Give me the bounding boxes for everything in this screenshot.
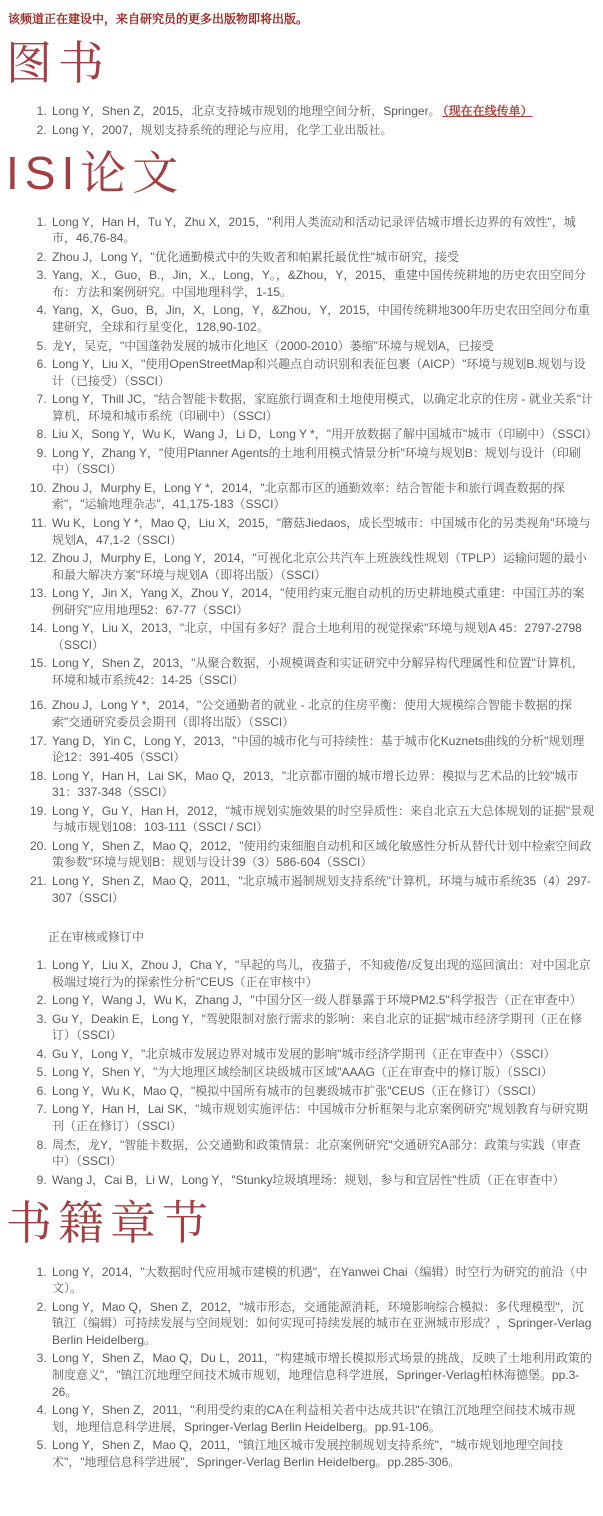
books-section (8, 38, 595, 139)
publication-item: 2. Zhou J，Long Y，"优化通勤模式中的失败者和帕累托最优性"城市研究，接受 (50, 249, 595, 266)
book-chapters-heading: 书籍章节 (6, 1197, 214, 1250)
publication-text: Long Y，Shen Z，2015，北京支持城市规划的地理空间分析，Springer。 (52, 104, 441, 119)
publication-item (50, 122, 595, 139)
isi-papers-heading: ISI论文 (6, 147, 185, 200)
isi-papers-list (8, 214, 598, 906)
publication-item: 3. Long Y，Shen Z，Mao Q，Du L，2011，"构建城市增长模拟形式场景的挑战，反映了土地利用政策的制度意义"，"镇江沉地理空间技术城市规划，地理信息科学进展，Springer-Verlag柏林海德堡。pp.3-26。 (50, 1350, 595, 1400)
publication-item: 17. Yang D，Yin C，Long Y，2013，"中国的城市化与可持续性：基于城市化Kuznets曲线的分析"规划理论12：391-405（SSCI） (50, 733, 595, 766)
publication-item: 11. Wu K，Long Y *，Mao Q，Liu X，2015，"蘑菇Jiedaos，成长型城市：中国城市化的另类视角"环境与规划A，47,1-2（SSCI） (50, 515, 595, 548)
publication-item: 15. Long Y，Shen Z，2013，"从聚合数据，小规模调查和实证研究中分解异构代理属性和位置"计算机，环境和城市系统42：14-25（SSCI） (50, 655, 595, 688)
construction-notice: 该频道正在建设中，来自研究员的更多出版物即将出版。 (8, 12, 309, 26)
publication-item: 5. Long Y，Shen Z，Mao Q，2011，"镇江地区城市发展控制规划支持系统"，"城市规划地理空间技术"，"地理信息科学进展"，Springer-Verlag Berlin Heidelberg。pp.285-306。 (50, 1437, 595, 1470)
under-review-list (8, 957, 595, 1188)
publication-item: 1. Long Y，Liu X，Zhou J，Cha Y，"早起的鸟儿，夜猫子，不知疲倦/反复出现的巡回演出：对中国北京极端过境行为的探索性分析"CEUS（正在审核中） (50, 957, 595, 990)
publication-item: 8. Liu X，Song Y，Wu K，Wang J，Li D，Long Y *，"用开放数据了解中国城市"城市（印刷中）（SSCI） (50, 426, 595, 443)
publication-text: Long Y，2007，规划支持系统的理论与应用，化学工业出版社。 (52, 122, 393, 137)
publication-item: 20. Long Y，Shen Z，Mao Q，2012，"使用约束细胞自动机和区域化敏感性分析从替代计划中检索空间政策参数"环境与规划B：规划与设计39（3）586-604（SSCI） (50, 838, 595, 871)
publication-item: 4. Gu Y，Long Y，"北京城市发展边界对城市发展的影响"城市经济学期刊（正在审查中）（SSCI） (50, 1046, 595, 1063)
under-review-label: 正在审核或修订中 (48, 930, 145, 945)
isi-papers-section (6, 147, 598, 1188)
publication-item: 7. Long Y，Thill JC，"结合智能卡数据，家庭旅行调查和土地使用模式，以确定北京的住房 - 就业关系"计算机，环境和城市系统（印刷中）（SSCI） (50, 391, 595, 424)
publication-item: 7. Long Y，Han H，Lai SK，"城市规划实施评估：中国城市分析框架与北京案例研究"规划教育与研究期刊（正在修订）（SSCI） (50, 1101, 595, 1134)
publication-item: 6. Long Y，Liu X，"使用OpenStreetMap和兴趣点自动识别和表征包裹（AICP）"环境与规划B.规划与设计（已接受）（SSCI） (50, 356, 595, 389)
publication-item: 5. 龙Y，吴克，"中国蓬勃发展的城市化地区（2000-2010）萎缩"环境与规划A，已接受 (50, 338, 595, 355)
publication-item: 19. Long Y，Gu Y，Han H，2012，"城市规划实施效果的时空异质性：来自北京五大总体规划的证据"景观与城市规划108：103-111（SSCI / SCI） (50, 803, 595, 836)
publication-item: 9. Long Y，Zhang Y，"使用Planner Agents的土地利用模式情景分析"环境与规划B：规划与设计（印刷中）（SSCI） (50, 445, 595, 478)
books-list (8, 103, 595, 138)
publication-item: 16. Zhou J，Long Y *，2014，"公交通勤者的就业 - 北京的住房平衡：使用大规模综合智能卡数据的探索"交通研究委员会期刊（即将出版）（SSCI） (50, 697, 595, 730)
publication-item: 14. Long Y，Liu X，2013，"北京，中国有多好？混合土地利用的视觉探索"环境与规划A 45：2797-2798（SSCI） (50, 620, 595, 653)
publication-item: 3. Yang，X.，Guo，B.，Jin，X.，Long，Y。，&Zhou，Y，2015，重建中国传统耕地的历史农田空间分布：方法和案例研究。中国地理科学，1-15。 (50, 267, 595, 300)
publication-item: 5. Long Y，Shen Y，"为大地理区域绘制区块级城市区域"AAAG（正在审查中的修订版）（SSCI） (50, 1064, 595, 1081)
publication-item: 13. Long Y，Jin X，Yang X，Zhou Y，2014，"使用约束元胞自动机的历史耕地模式重建：中国江苏的案例研究"应用地理52：67-77（SSCI） (50, 585, 595, 618)
publication-item: 1. Long Y，Han H，Tu Y，Zhu X，2015，"利用人类流动和活动记录评估城市增长边界的有效性"，城市，46,76-84。 (50, 214, 595, 247)
publication-item: 1. Long Y，2014，"大数据时代应用城市建模的机遇"，在Yanwei Chai（编辑）时空行为研究的前沿（中文）。 (50, 1264, 595, 1297)
publication-item: 2. Long Y，Mao Q，Shen Z，2012，"城市形态，交通能源消耗，环境影响综合模拟：多代理模型"，沉镇江（编辑）可持续发展与空间规划：如何实现可持续发展的城市在亚洲城市形成？，Springer-Verlag Berlin Heidelberg。 (50, 1299, 595, 1349)
publication-item: 2. Long Y，Wang J，Wu K，Zhang J，"中国分区一级人群暴露于环境PM2.5"科学报告（正在审查中） (50, 992, 595, 1009)
book-chapters-list (8, 1264, 595, 1471)
publication-item: 4. Long Y，Shen Z，2011，"利用受约束的CA在利益相关者中达成共识"在镇江沉地理空间技术城市规划，地理信息科学进展，Springer-Verlag Berlin Heidelberg。pp.91-106。 (50, 1402, 595, 1435)
publication-item: 9. Wang J，Cai B，Li W，Long Y，"Stunky垃圾填埋场：规划，参与和宜居性"性质（正在审查中） (50, 1172, 595, 1189)
publication-item: 6. Long Y，Wu K，Mao Q，"模拟中国所有城市的包裹级城市扩张"CEUS（正在修订）（SSCI） (50, 1083, 595, 1100)
publication-item: 8. 周杰，龙Y，"智能卡数据，公交通勤和政策情景：北京案例研究"交通研究A部分：政策与实践（审查中）（SSCI） (50, 1137, 595, 1170)
publication-item: 10. Zhou J，Murphy E，Long Y *，2014，"北京都市区的通勤效率：结合智能卡和旅行调查数据的探索"，"运输地理杂志"，41,175-183（SSCI） (50, 480, 595, 513)
book-chapters-section (8, 1198, 595, 1470)
publication-item: 4. Yang，X，Guo，B，Jin，X，Long，Y，&Zhou，Y，2015，中国传统耕地300年历史农田空间分布重建研究，全球和行星变化，128,90-102。 (50, 302, 595, 335)
online-flyer-link[interactable]: （现在在线传单） (442, 104, 533, 119)
books-heading: 图书 (6, 36, 110, 89)
publication-item: 3. Gu Y，Deakin E，Long Y，"驾驶限制对旅行需求的影响：来自北京的证据"城市经济学期刊（正在修订）（SSCI） (50, 1011, 595, 1044)
publication-item: 18. Long Y，Han H，Lai SK，Mao Q，2013，"北京都市圈的城市增长边界：模拟与艺术品的比较"城市31：337-348（SSCI） (50, 768, 595, 801)
publication-item (50, 103, 595, 120)
publication-item: 12. Zhou J，Murphy E，Long Y，2014，"可视化北京公共汽车上班族线性规划（TPLP）运输问题的最小和最大解决方案"环境与规划A（即将出版）（SSCI） (50, 550, 595, 583)
publication-item: 21. Long Y，Shen Z，Mao Q，2011，"北京城市遏制规划支持系统"计算机，环境与城市系统35（4）297-307（SSCI） (50, 873, 595, 906)
